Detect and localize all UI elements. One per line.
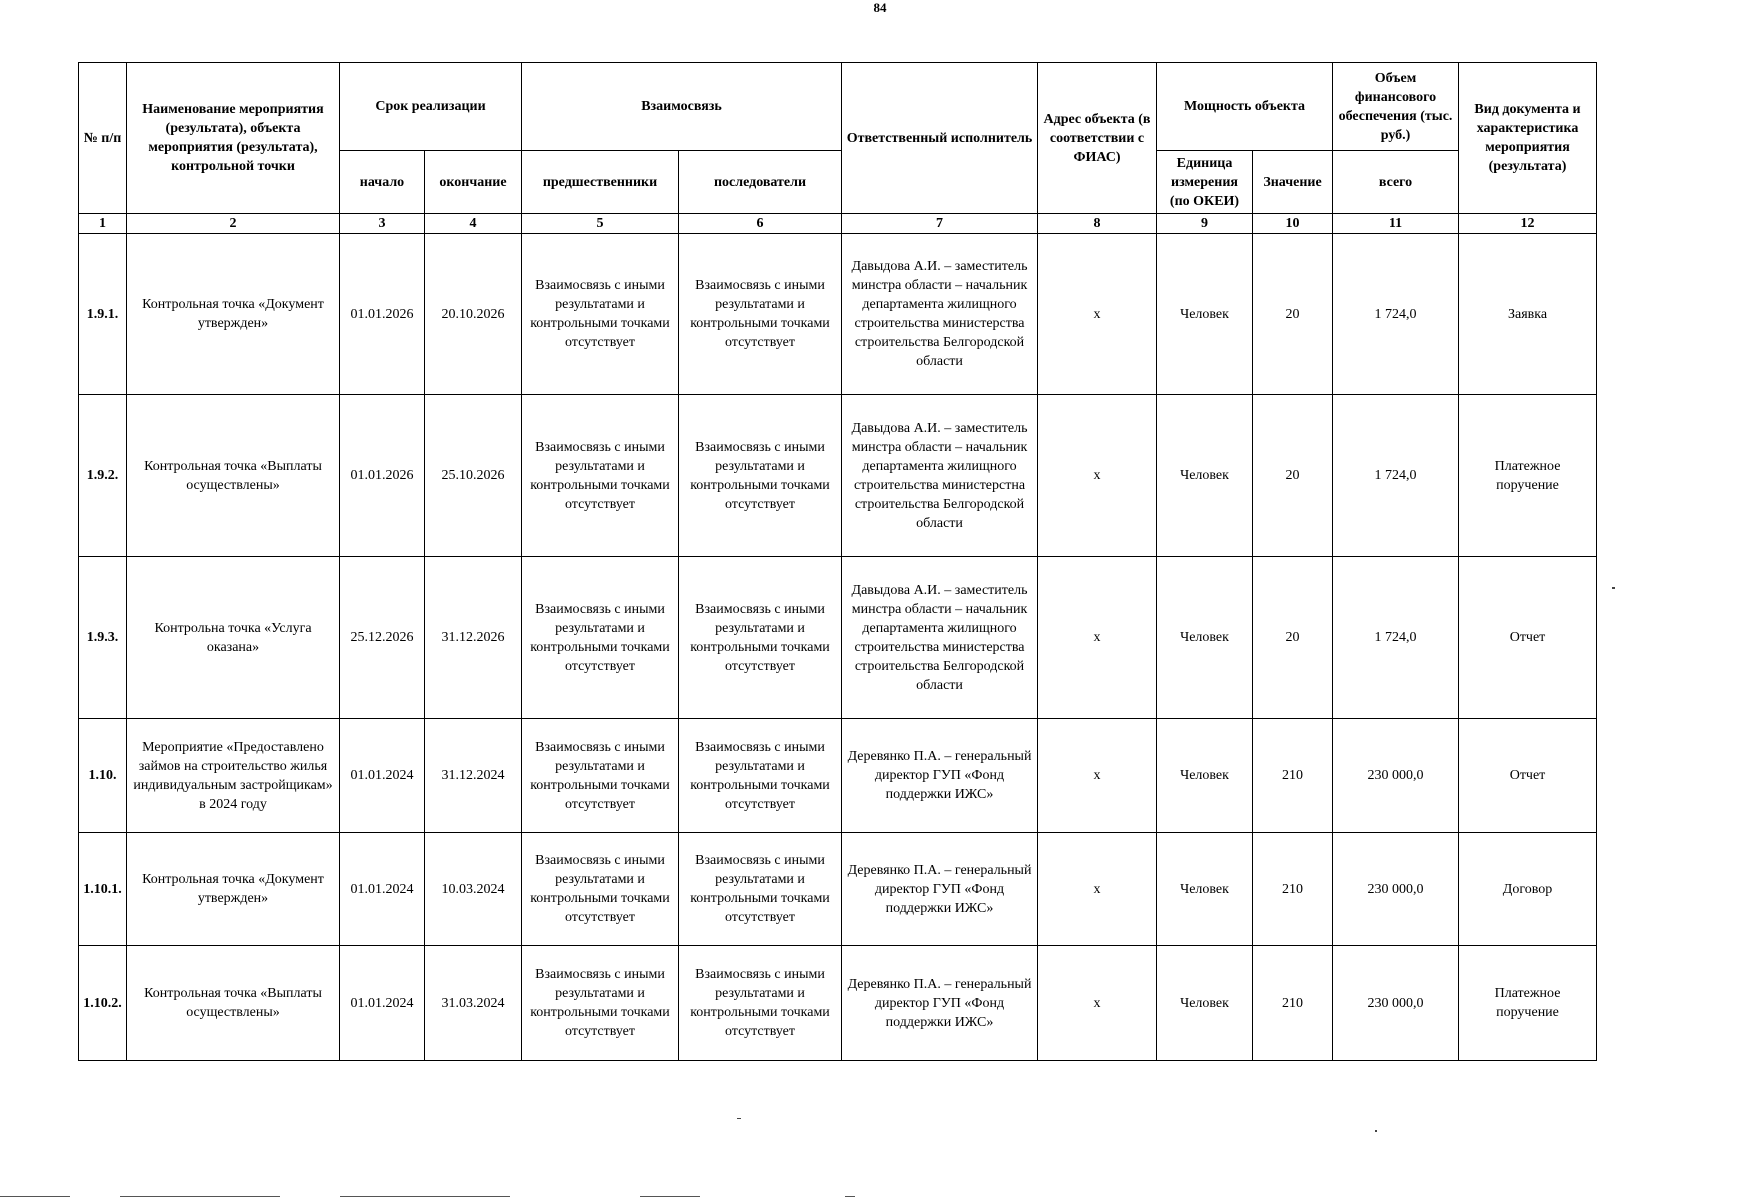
row-predecessors: Взаимосвязь с иными результатами и контрольными точками отсутствует: [522, 234, 679, 395]
row-successors: Взаимосвязь с иными результатами и контрольными точками отсутствует: [679, 719, 842, 833]
row-unit: Человек: [1157, 719, 1253, 833]
row-value: 210: [1253, 719, 1333, 833]
row-name: Мероприятие «Предоставлено займов на строительство жилья индивидуальным застройщикам» в 2024 году: [127, 719, 340, 833]
row-end-date: 31.12.2024: [425, 719, 522, 833]
row-value: 20: [1253, 234, 1333, 395]
row-financing-total: 1 724,0: [1333, 234, 1459, 395]
row-document-type: Отчет: [1459, 557, 1597, 719]
header-address: Адрес объекта (в соответствии с ФИАС): [1038, 63, 1157, 214]
column-number: 11: [1333, 214, 1459, 234]
scan-speck: [1375, 1130, 1377, 1132]
column-number: 6: [679, 214, 842, 234]
header-financing-total: всего: [1333, 151, 1459, 214]
row-responsible: Давыдова А.И. – заместитель минстра области – начальник департамента жилищного строительства министерства строительства Белгородской области: [842, 557, 1038, 719]
row-start-date: 25.12.2026: [340, 557, 425, 719]
row-number: 1.9.1.: [79, 234, 127, 395]
column-number: 7: [842, 214, 1038, 234]
column-number: 1: [79, 214, 127, 234]
header-name: Наименование мероприятия (результата), объекта мероприятия (результата), контрольной точки: [127, 63, 340, 214]
column-number: 9: [1157, 214, 1253, 234]
row-predecessors: Взаимосвязь с иными результатами и контрольными точками отсутствует: [522, 719, 679, 833]
row-start-date: 01.01.2024: [340, 719, 425, 833]
row-responsible: Деревянко П.А. – генеральный директор ГУП «Фонд поддержки ИЖС»: [842, 719, 1038, 833]
row-name: Контрольная точка «Выплаты осуществлены»: [127, 946, 340, 1061]
row-unit: Человек: [1157, 946, 1253, 1061]
table-row: [79, 946, 1597, 1061]
table-row: [79, 557, 1597, 719]
column-number: 8: [1038, 214, 1157, 234]
row-responsible: Деревянко П.А. – генеральный директор ГУП «Фонд поддержки ИЖС»: [842, 946, 1038, 1061]
scan-speck: [1612, 587, 1615, 589]
row-document-type: Платежное поручение: [1459, 395, 1597, 557]
row-unit: Человек: [1157, 833, 1253, 946]
row-address: х: [1038, 557, 1157, 719]
row-document-type: Отчет: [1459, 719, 1597, 833]
row-number: 1.9.2.: [79, 395, 127, 557]
row-address: х: [1038, 833, 1157, 946]
row-document-type: Платежное поручение: [1459, 946, 1597, 1061]
table-row: [79, 234, 1597, 395]
row-end-date: 10.03.2024: [425, 833, 522, 946]
row-start-date: 01.01.2024: [340, 946, 425, 1061]
row-number: 1.10.: [79, 719, 127, 833]
row-address: х: [1038, 395, 1157, 557]
row-predecessors: Взаимосвязь с иными результатами и контрольными точками отсутствует: [522, 833, 679, 946]
row-end-date: 25.10.2026: [425, 395, 522, 557]
table-row: [79, 719, 1597, 833]
row-end-date: 20.10.2026: [425, 234, 522, 395]
page-number: 84: [873, 0, 887, 15]
row-value: 20: [1253, 557, 1333, 719]
row-successors: Взаимосвязь с иными результатами и контрольными точками отсутствует: [679, 557, 842, 719]
column-number: 10: [1253, 214, 1333, 234]
row-start-date: 01.01.2024: [340, 833, 425, 946]
row-responsible: Давыдова А.И. – заместитель минстра области – начальник департамента жилищного строительства министерстна строительства Белгородской области: [842, 395, 1038, 557]
row-successors: Взаимосвязь с иными результатами и контрольными точками отсутствует: [679, 234, 842, 395]
header-successors: последователи: [679, 151, 842, 214]
row-name: Контрольна точка «Услуга оказана»: [127, 557, 340, 719]
row-successors: Взаимосвязь с иными результатами и контрольными точками отсутствует: [679, 395, 842, 557]
column-number: 5: [522, 214, 679, 234]
header-responsible: Ответственный исполнитель: [842, 63, 1038, 214]
header-term: Срок реализации: [340, 63, 522, 151]
scan-bottom-edge: [0, 1196, 1760, 1198]
row-financing-total: 230 000,0: [1333, 833, 1459, 946]
row-value: 210: [1253, 946, 1333, 1061]
header-relation: Взаимосвязь: [522, 63, 842, 151]
column-number: 4: [425, 214, 522, 234]
header-capacity-unit: Единица измерения (по ОКЕИ): [1157, 151, 1253, 214]
row-name: Контрольная точка «Документ утвержден»: [127, 234, 340, 395]
column-number: 3: [340, 214, 425, 234]
row-value: 210: [1253, 833, 1333, 946]
header-financing: Объем финансового обеспечения (тыс. руб.): [1333, 63, 1459, 151]
row-name: Контрольная точка «Выплаты осуществлены»: [127, 395, 340, 557]
row-number: 1.10.1.: [79, 833, 127, 946]
row-financing-total: 230 000,0: [1333, 946, 1459, 1061]
header-number: № п/п: [79, 63, 127, 214]
table-row: [79, 395, 1597, 557]
row-start-date: 01.01.2026: [340, 234, 425, 395]
header-document-type: Вид документа и характеристика мероприятия (результата): [1459, 63, 1597, 214]
row-predecessors: Взаимосвязь с иными результатами и контрольными точками отсутствует: [522, 946, 679, 1061]
row-document-type: Заявка: [1459, 234, 1597, 395]
scan-speck: [737, 1118, 741, 1119]
row-start-date: 01.01.2026: [340, 395, 425, 557]
row-address: х: [1038, 719, 1157, 833]
row-number: 1.10.2.: [79, 946, 127, 1061]
row-unit: Человек: [1157, 395, 1253, 557]
row-predecessors: Взаимосвязь с иными результатами и контрольными точками отсутствует: [522, 395, 679, 557]
row-financing-total: 1 724,0: [1333, 557, 1459, 719]
header-capacity-value: Значение: [1253, 151, 1333, 214]
row-end-date: 31.12.2026: [425, 557, 522, 719]
row-address: х: [1038, 234, 1157, 395]
row-end-date: 31.03.2024: [425, 946, 522, 1061]
header-term-end: окончание: [425, 151, 522, 214]
row-successors: Взаимосвязь с иными результатами и контрольными точками отсутствует: [679, 833, 842, 946]
row-name: Контрольная точка «Документ утвержден»: [127, 833, 340, 946]
row-document-type: Договор: [1459, 833, 1597, 946]
column-number: 12: [1459, 214, 1597, 234]
table-row: [79, 833, 1597, 946]
column-number: 2: [127, 214, 340, 234]
row-financing-total: 230 000,0: [1333, 719, 1459, 833]
row-successors: Взаимосвязь с иными результатами и контрольными точками отсутствует: [679, 946, 842, 1061]
row-value: 20: [1253, 395, 1333, 557]
row-address: х: [1038, 946, 1157, 1061]
header-predecessors: предшественники: [522, 151, 679, 214]
row-predecessors: Взаимосвязь с иными результатами и контрольными точками отсутствует: [522, 557, 679, 719]
row-responsible: Деревянко П.А. – генеральный директор ГУП «Фонд поддержки ИЖС»: [842, 833, 1038, 946]
row-responsible: Давыдова А.И. – заместитель минстра области – начальник департамента жилищного строительства министерства строительства Белгородской области: [842, 234, 1038, 395]
header-capacity: Мощность объекта: [1157, 63, 1333, 151]
row-financing-total: 1 724,0: [1333, 395, 1459, 557]
row-unit: Человек: [1157, 557, 1253, 719]
row-unit: Человек: [1157, 234, 1253, 395]
row-number: 1.9.3.: [79, 557, 127, 719]
header-term-start: начало: [340, 151, 425, 214]
implementation-plan-table: [78, 62, 1597, 1061]
